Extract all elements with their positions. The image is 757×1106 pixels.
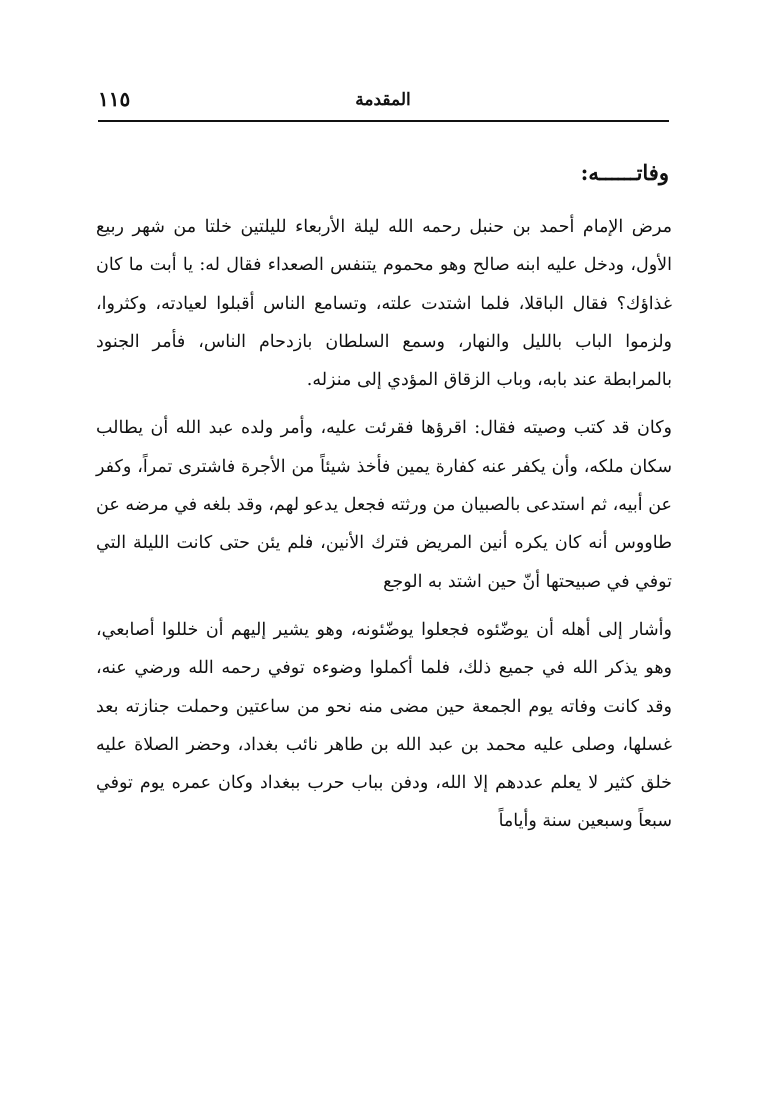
paragraph-2 <box>96 409 672 600</box>
body-text <box>96 208 672 841</box>
paragraph-line: وكان قد كتب وصيته فقال: اقرؤها فقرئت عليه، وأمر ولده عبد <box>201 418 672 439</box>
paragraph-line: ودفن بباب حرب ببغداد وكان عمره يوم توفي سبعاً وسبعين سنة وأياماً <box>96 773 672 832</box>
paragraph-line: طاهر نائب بغداد، وحضر الصلاة عليه خلق كثير لا يعلم عددهم إلا الله، <box>96 734 672 794</box>
paragraph-gap <box>96 601 672 611</box>
paragraph-line: وأشار إلى أهله أن يوضّئوه فجعلوا يوضّئونه، وهو يشير إليهم أن <box>198 619 672 640</box>
page-number: ١١٥ <box>98 87 131 111</box>
paragraph-1 <box>96 208 672 399</box>
paragraph-line: بازدحام الناس، فأمر الجنود بالمرابطة عند بابه، وباب الزقاق المؤدي إلى <box>96 331 672 391</box>
header-rule <box>98 120 669 122</box>
running-title: المقدمة <box>355 90 411 110</box>
paragraph-line: من ساعتين وحملت جنازته بعد غسلها، وصلى عليه محمد بن عبد الله بن <box>96 696 672 755</box>
section-heading: وفاتــــــه: <box>580 160 669 185</box>
paragraph-line: مرض الإمام أحمد بن حنبل رحمه الله ليلة الأربعاء لليلتين خلتا من <box>164 217 672 237</box>
paragraph-line: منزله. <box>306 370 352 391</box>
paragraph-line: رحمه الله ورضي عنه، وقد كانت وفاته يوم الجمعة حين مضى منه نحو <box>96 658 672 717</box>
paragraph-line: له: يا أبت ما كان غذاؤك؟ فقال الباقلا، فلما اشتدت علته، وتسامع <box>96 255 672 314</box>
paragraph-3 <box>96 611 672 841</box>
paragraph-line: خللوا أصابعي، وهو يذكر الله في جميع ذلك، فلما أكملوا وضوءه توفي <box>96 619 672 679</box>
running-header <box>98 86 668 116</box>
paragraph-line: شهر ربيع الأول، ودخل عليه ابنه صالح وهو محموم يتنفس الصعداء فقال <box>96 217 673 276</box>
paragraph-line: حين اشتد به الوجع <box>383 571 517 592</box>
paragraph-line: الأجرة فاشترى تمراً، وكفر عن أبيه، ثم استدعى بالصبيان من ورثته <box>96 456 672 516</box>
paragraph-gap <box>96 399 672 409</box>
paragraph-line: الناس أقبلوا لعيادته، وكثروا، ولزموا الباب بالليل والنهار، وسمع السلطان <box>96 293 672 352</box>
paragraph-line: المريض فترك الأنين، فلم يئن حتى كانت الليلة التي توفي في صبيحتها أنّ <box>96 533 672 592</box>
paragraph-line: فجعل يدعو لهم، وقد بلغه في مرضه عن طاووس أنه كان يكره أنين <box>96 495 673 554</box>
paragraph-line: الله أن يطالب سكان ملكه، وأن يكفر عنه كفارة يمين فأخذ شيئاً من <box>96 418 672 477</box>
